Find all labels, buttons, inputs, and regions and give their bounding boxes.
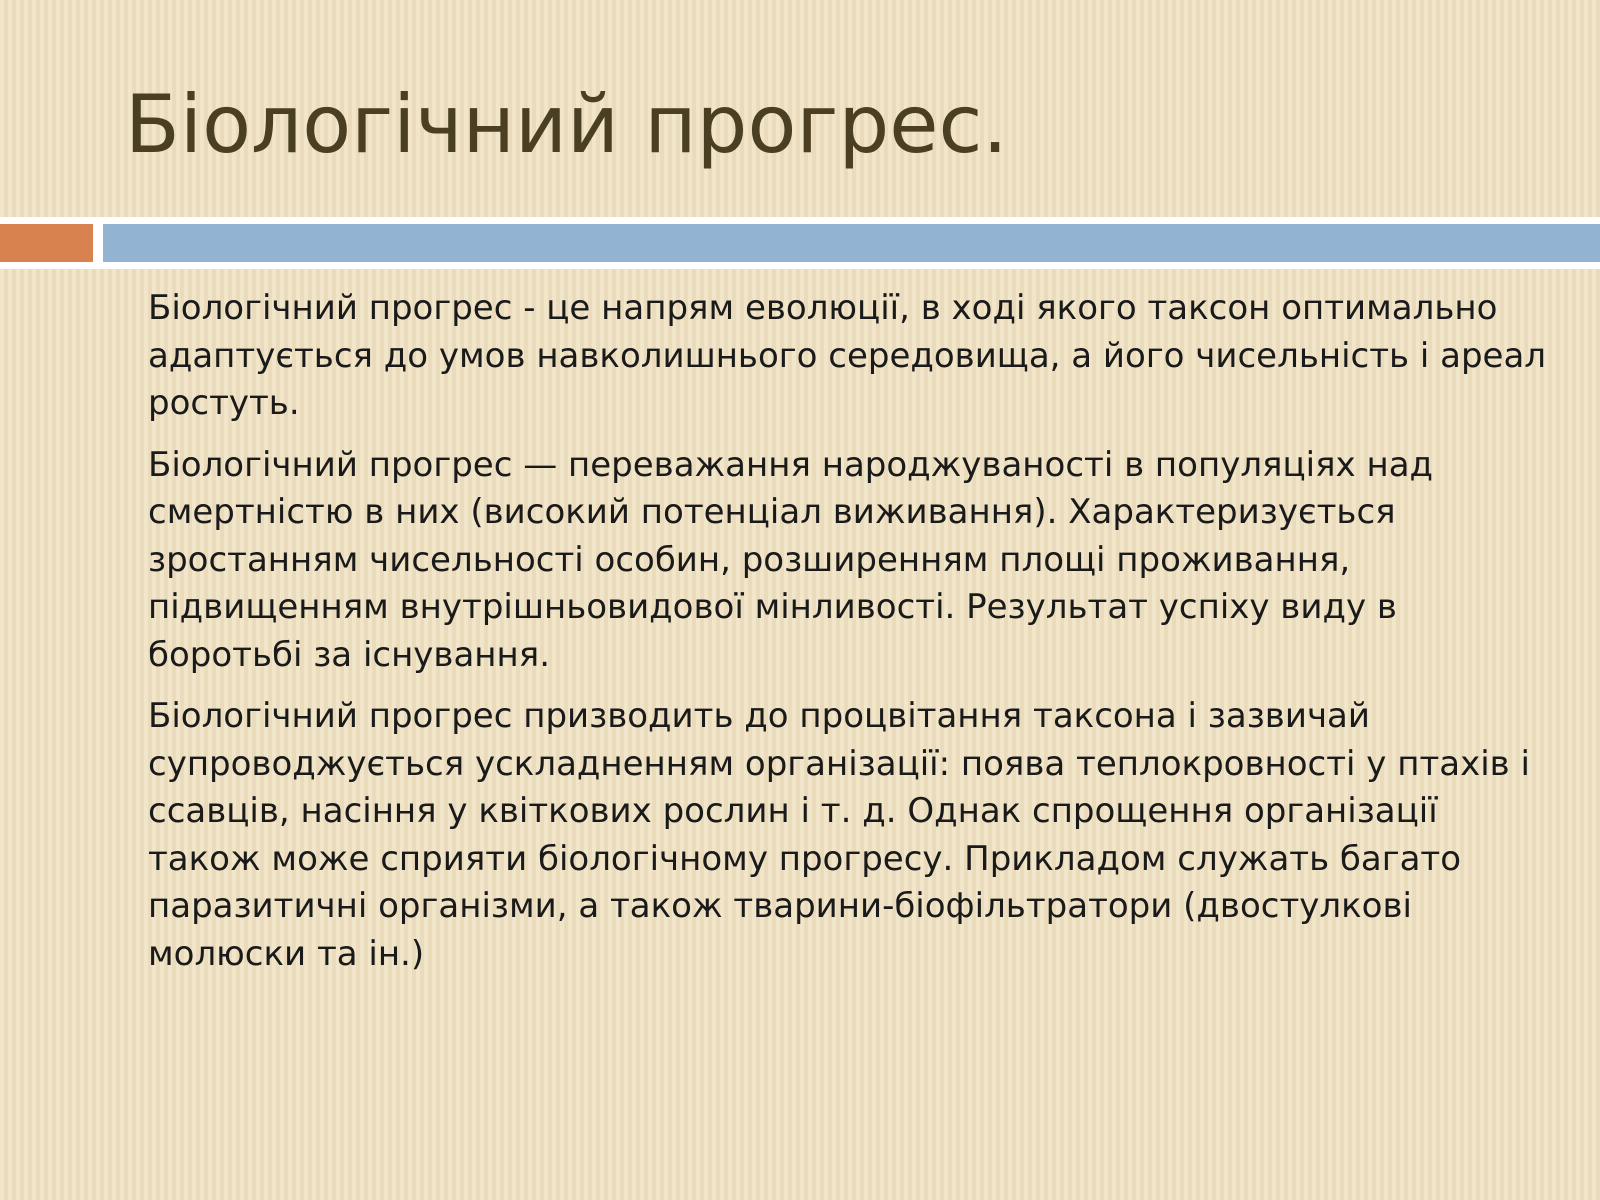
slide-body — [148, 285, 1548, 992]
paragraph-characteristics: Біологічний прогрес — переважання народжуваності в популяціях над смертністю в них (високий потенціал виживання). Характеризується зростанням чисельності особин, розширенням площі проживання, підвищенням внутрішньовидової мінливості. Результат успіху виду в боротьбі за існування. — [148, 444, 1434, 675]
paragraph-consequences: Біологічний прогрес призводить до процвітання таксона і зазвичай супроводжується ускладненням організації: поява теплокровності у птахів і ссавців, насіння у квіткових рослин і т. д. Однак спрощення організації також може сприяти біологічному прогресу. Прикладом служать багато паразитичні організми, а також тварини-біофільтратори (двостулкові молюски та ін.) — [148, 696, 1530, 974]
title-divider — [0, 217, 1600, 269]
divider-accent-bar — [103, 224, 1600, 262]
divider-accent-block — [0, 224, 93, 262]
paragraph-definition: Біологічний прогрес - це напрям еволюції, в ході якого таксон оптимально адаптується до умов навколишнього середовища, а його чисельність і ареал ростуть. — [148, 288, 1547, 423]
slide-title: Біологічний прогрес. — [125, 78, 1008, 171]
